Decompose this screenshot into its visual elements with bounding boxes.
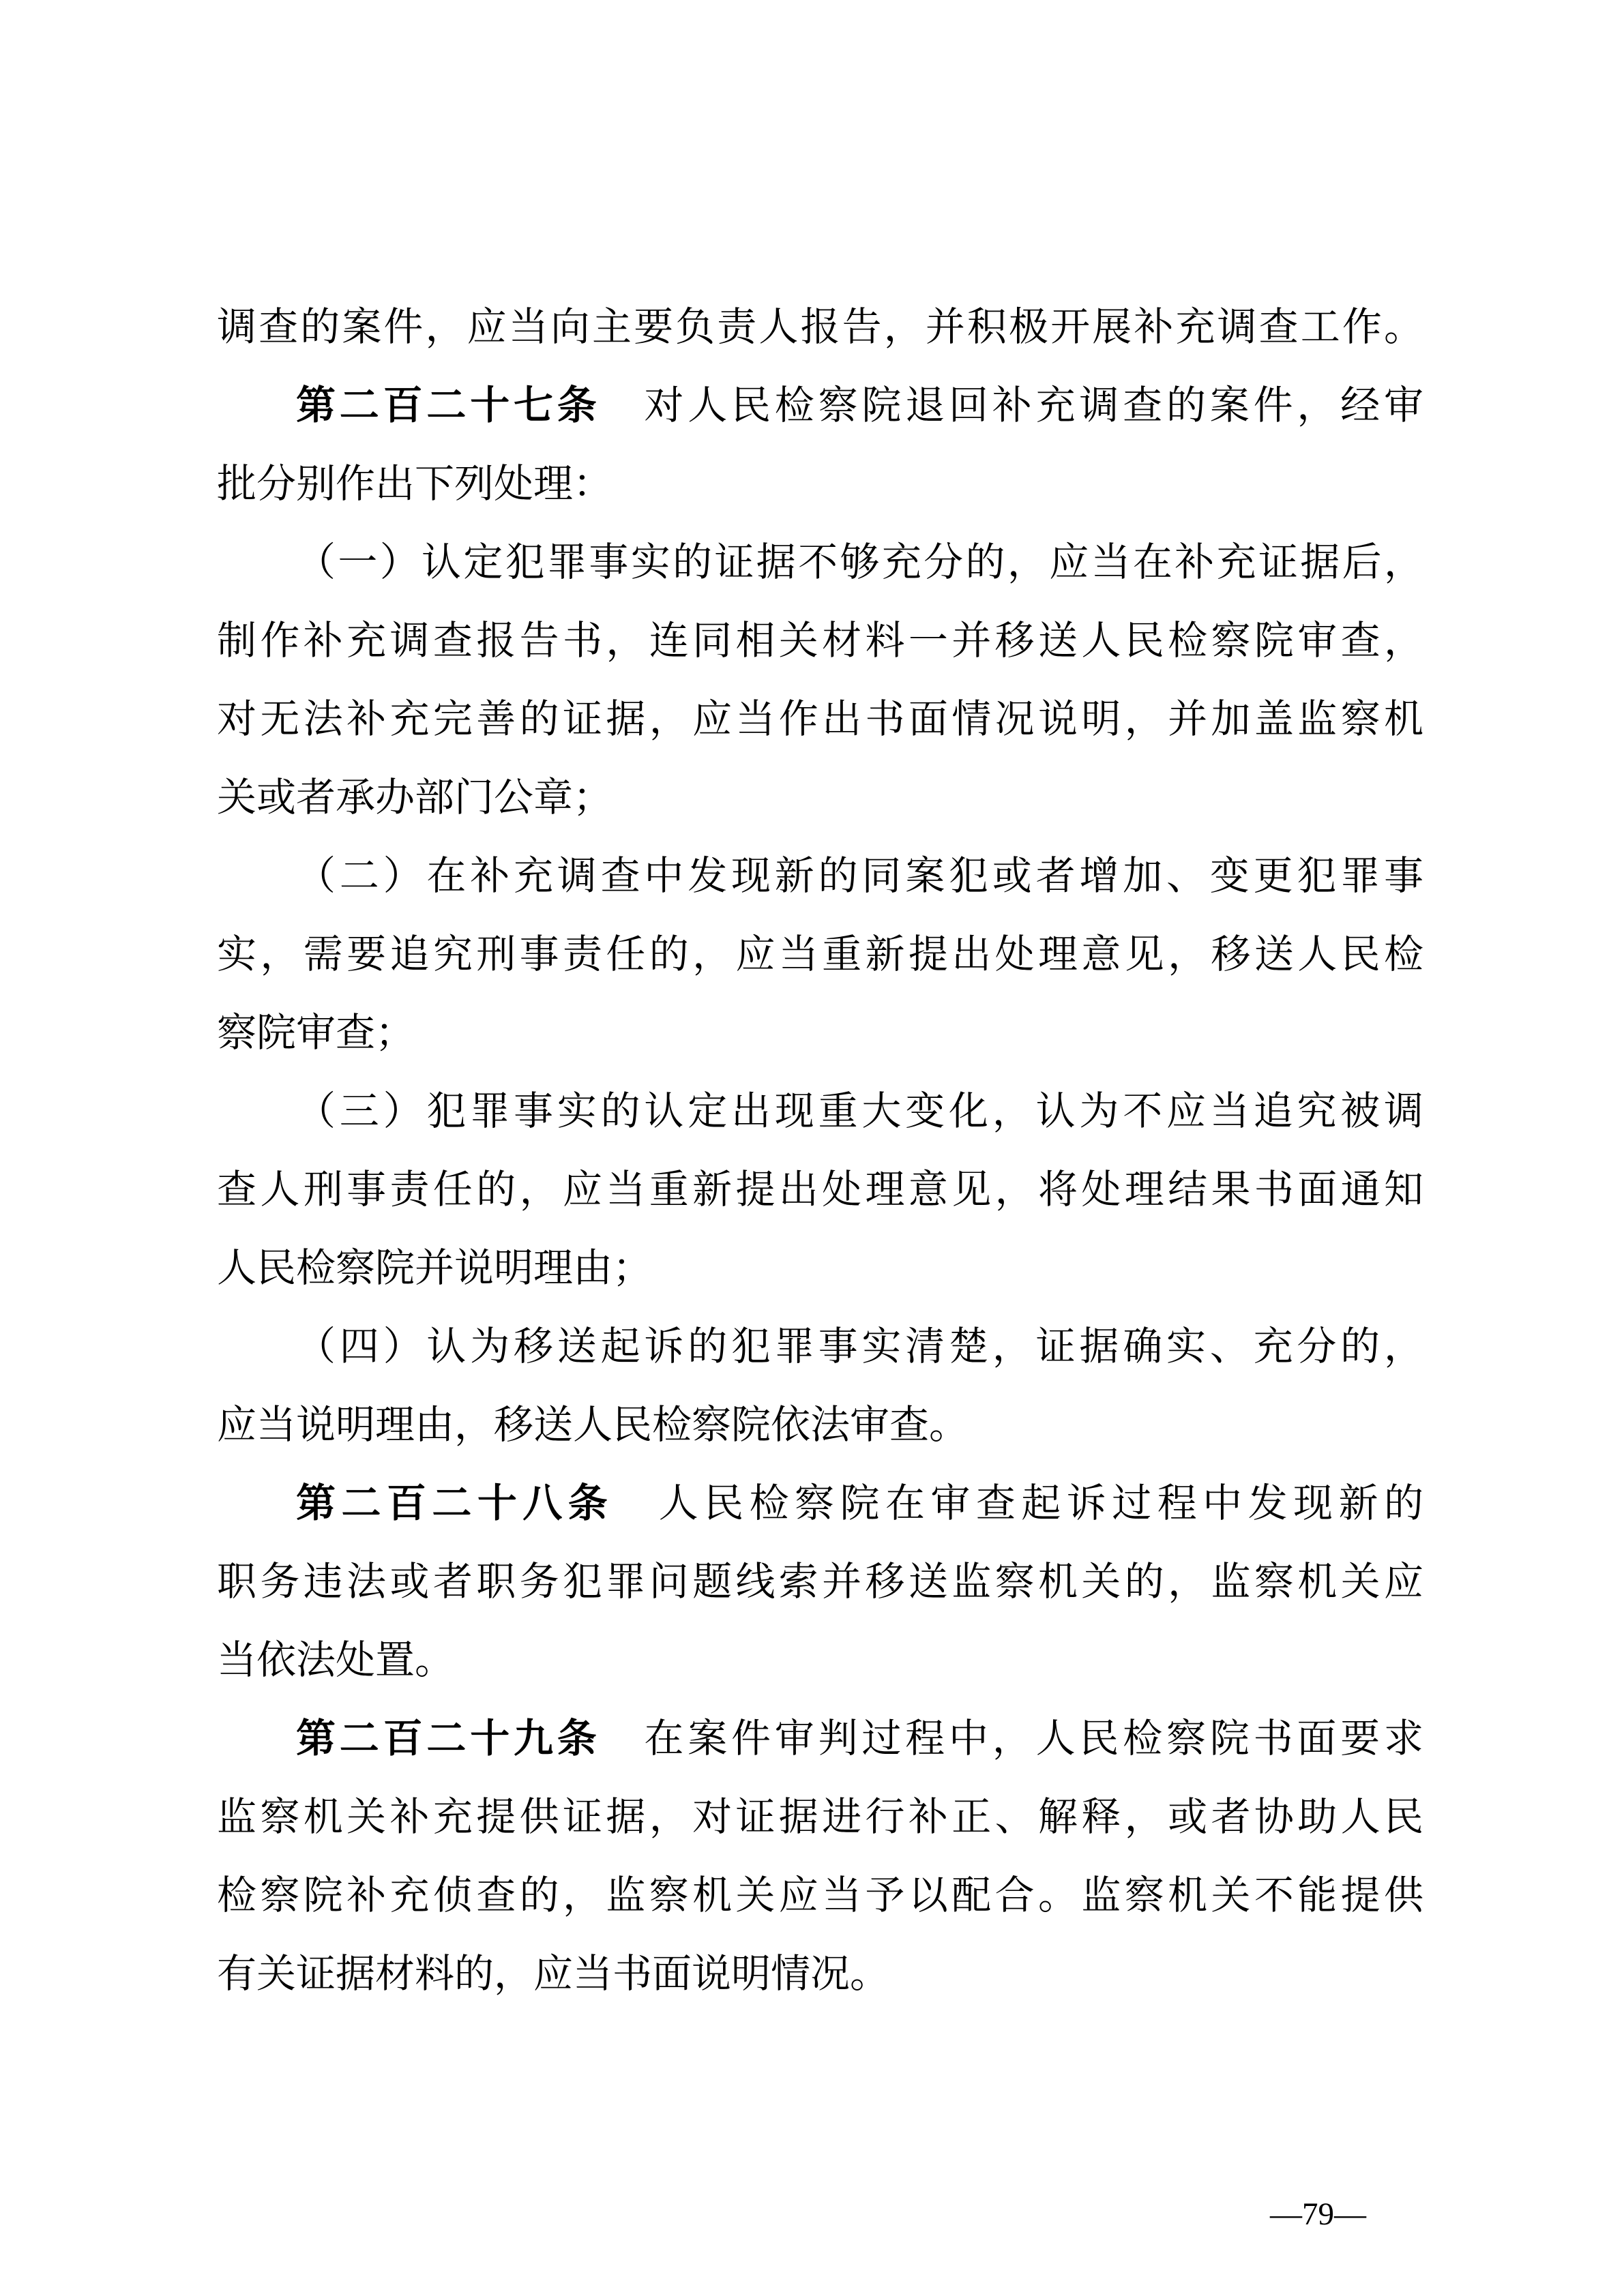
text-line-10 <box>217 994 1423 1072</box>
text-segment: 在案件审判过程中，人民检察院书面要求 <box>600 1716 1423 1761</box>
text-line-9 <box>217 915 1423 994</box>
text-segment: 制作补充调查报告书，连同相关材料一并移送人民检察院审查， <box>217 618 1423 663</box>
text-line-1 <box>217 288 1423 366</box>
text-segment: （二）在补充调查中发现新的同案犯或者增加、变更犯罪事 <box>296 854 1423 898</box>
article-number: 第二百二十九条 <box>296 1716 601 1761</box>
text-segment: 监察机关补充提供证据，对证据进行补正、解释，或者协助人民 <box>217 1795 1423 1839</box>
article-number: 第二百二十八条 <box>296 1481 614 1525</box>
text-segment: 有关证据材料的，应当书面说明情况。 <box>217 1952 890 1996</box>
text-line-6 <box>217 680 1423 758</box>
text-line-15 <box>217 1386 1423 1464</box>
text-segment: 对无法补充完善的证据，应当作出书面情况说明，并加盖监察机 <box>217 697 1423 741</box>
text-line-11 <box>217 1072 1423 1150</box>
text-segment: 检察院补充侦查的，监察机关应当予以配合。监察机关不能提供 <box>217 1873 1423 1918</box>
text-line-4 <box>217 523 1423 601</box>
text-segment: 实，需要追究刑事责任的，应当重新提出处理意见，移送人民检 <box>217 932 1423 976</box>
text-segment: 人民检察院在审查起诉过程中发现新的 <box>613 1481 1423 1525</box>
text-line-12 <box>217 1150 1423 1229</box>
text-line-22 <box>217 1935 1423 2013</box>
text-line-7 <box>217 758 1423 837</box>
text-segment: 对人民检察院退回补充调查的案件，经审 <box>600 383 1423 428</box>
text-line-16 <box>217 1464 1423 1542</box>
text-segment: 应当说明理由，移送人民检察院依法审查。 <box>217 1403 969 1447</box>
text-line-3 <box>217 445 1423 523</box>
text-segment: 关或者承办部门公章； <box>217 775 613 820</box>
body-text <box>217 288 1423 2013</box>
text-segment: （三）犯罪事实的认定出现重大变化，认为不应当追究被调 <box>296 1089 1423 1133</box>
page-number: —79— <box>1270 2196 1366 2232</box>
text-segment: 调查的案件，应当向主要负责人报告，并积极开展补充调查工作。 <box>217 305 1423 349</box>
text-segment: （一）认定犯罪事实的证据不够充分的，应当在补充证据后， <box>296 540 1423 584</box>
text-line-20 <box>217 1778 1423 1856</box>
text-line-19 <box>217 1699 1423 1778</box>
article-number: 第二百二十七条 <box>296 383 601 428</box>
text-segment: 职务违法或者职务犯罪问题线索并移送监察机关的，监察机关应 <box>217 1560 1423 1604</box>
text-line-18 <box>217 1621 1423 1699</box>
text-line-5 <box>217 601 1423 680</box>
text-segment: 当依法处置。 <box>217 1638 455 1682</box>
text-line-21 <box>217 1856 1423 1935</box>
text-line-14 <box>217 1307 1423 1386</box>
text-segment: 人民检察院并说明理由； <box>217 1246 653 1290</box>
text-line-17 <box>217 1542 1423 1621</box>
text-segment: 查人刑事责任的，应当重新提出处理意见，将处理结果书面通知 <box>217 1167 1423 1212</box>
text-segment: 察院审查； <box>217 1011 415 1055</box>
text-segment: 批分别作出下列处理： <box>217 462 613 506</box>
text-line-8 <box>217 837 1423 915</box>
text-segment: （四）认为移送起诉的犯罪事实清楚，证据确实、充分的， <box>296 1324 1423 1369</box>
text-line-2 <box>217 366 1423 445</box>
text-line-13 <box>217 1229 1423 1307</box>
